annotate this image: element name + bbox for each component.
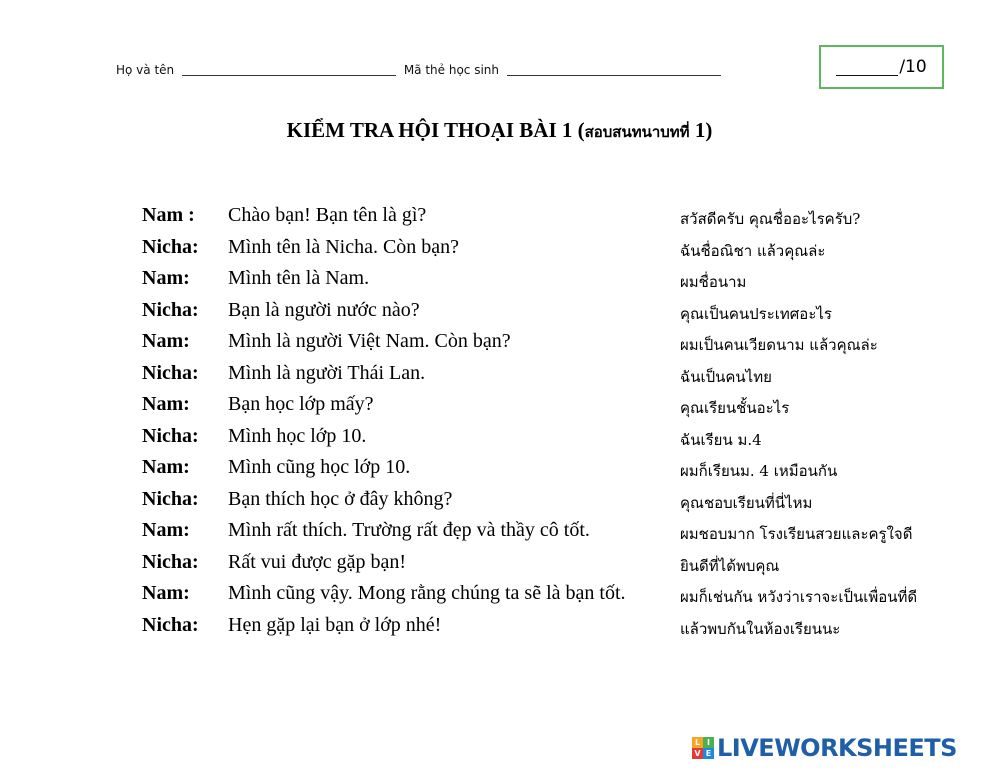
speaker-name: Nam: <box>142 582 190 604</box>
title-number: 1) <box>689 118 713 142</box>
logo-letter: E <box>703 748 714 759</box>
vietnamese-line: Hẹn gặp lại bạn ở lớp nhé! <box>228 613 442 636</box>
speaker-name: Nam: <box>142 519 190 541</box>
thai-translation: ฉันเป็นคนไทย <box>680 367 772 386</box>
score-total: /10 <box>899 57 927 77</box>
vietnamese-line: Mình là người Thái Lan. <box>228 361 426 384</box>
name-blank[interactable] <box>182 63 396 76</box>
student-id-label: Mã thẻ học sinh <box>403 63 499 77</box>
thai-translation: ฉันเรียน ม.4 <box>680 430 762 449</box>
page-title <box>0 118 999 144</box>
title-main: KIỂM TRA HỘI THOẠI BÀI 1 ( <box>286 118 585 142</box>
title-thai: สอบสนทนาบทที่ <box>584 125 690 141</box>
thai-translation: คุณเรียนชั้นอะไร <box>680 399 790 417</box>
vietnamese-line: Bạn là người nước nào? <box>228 298 420 321</box>
speaker-name: Nicha: <box>142 298 199 321</box>
thai-translation: คุณชอบเรียนที่นี่ไหม <box>680 493 813 512</box>
logo-text: LIVEWORKSHEETS <box>717 734 957 762</box>
speaker-name: Nicha: <box>142 550 199 573</box>
speaker-name: Nicha: <box>142 424 199 447</box>
thai-translation: สวัสดีครับ คุณชื่ออะไรครับ? <box>680 210 861 228</box>
thai-translation: ผมก็เช่นกัน หวังว่าเราจะเป็นเพื่อนที่ดี <box>680 588 918 606</box>
vietnamese-line: Bạn thích học ở đây không? <box>228 487 453 510</box>
name-label: Họ và tên <box>116 63 175 77</box>
thai-translation: ยินดีที่ได้พบคุณ <box>680 556 780 575</box>
thai-translation: ผมเป็นคนเวียดนาม แล้วคุณล่ะ <box>680 336 878 354</box>
score-input[interactable] <box>836 59 898 76</box>
logo-mark-icon <box>692 737 714 759</box>
thai-translation: แล้วพบกันในห้องเรียนนะ <box>680 619 841 638</box>
thai-translation: ผมชื่อนาม <box>680 273 747 291</box>
logo-letter: V <box>692 748 703 759</box>
vietnamese-line: Mình cũng học lớp 10. <box>228 456 411 478</box>
vietnamese-line: Mình rất thích. Trường rất đẹp và thầy cô tốt. <box>228 519 590 541</box>
speaker-name: Nicha: <box>142 361 199 384</box>
liveworksheets-logo <box>692 732 957 764</box>
vietnamese-line: Mình tên là Nam. <box>228 267 370 289</box>
vietnamese-line: Rất vui được gặp bạn! <box>228 550 407 573</box>
vietnamese-line: Chào bạn! Bạn tên là gì? <box>228 204 427 226</box>
vietnamese-line: Mình cũng vậy. Mong rằng chúng ta sẽ là bạn tốt. <box>228 582 626 604</box>
thai-translation: คุณเป็นคนประเทศอะไร <box>680 304 832 323</box>
speaker-name: Nam: <box>142 456 190 478</box>
logo-letter: L <box>692 737 703 748</box>
vietnamese-line: Bạn học lớp mấy? <box>228 393 374 415</box>
thai-translation: ผมชอบมาก โรงเรียนสวยและครูใจดี <box>680 525 913 543</box>
speaker-name: Nam: <box>142 393 190 415</box>
student-info-line <box>116 63 725 77</box>
speaker-name: Nicha: <box>142 613 199 636</box>
vietnamese-line: Mình học lớp 10. <box>228 424 367 447</box>
vietnamese-line: Mình tên là Nicha. Còn bạn? <box>228 235 460 258</box>
thai-translation: ฉันชื่อณิชา แล้วคุณล่ะ <box>680 241 826 260</box>
speaker-name: Nam: <box>142 330 190 352</box>
vietnamese-line: Mình là người Việt Nam. Còn bạn? <box>228 330 511 352</box>
logo-letter: I <box>703 737 714 748</box>
speaker-name: Nam : <box>142 204 195 226</box>
student-id-blank[interactable] <box>507 63 721 76</box>
speaker-name: Nicha: <box>142 235 199 258</box>
speaker-name: Nam: <box>142 267 190 289</box>
score-box <box>819 45 944 89</box>
thai-translation: ผมก็เรียนม. 4 เหมือนกัน <box>680 462 838 480</box>
speaker-name: Nicha: <box>142 487 199 510</box>
